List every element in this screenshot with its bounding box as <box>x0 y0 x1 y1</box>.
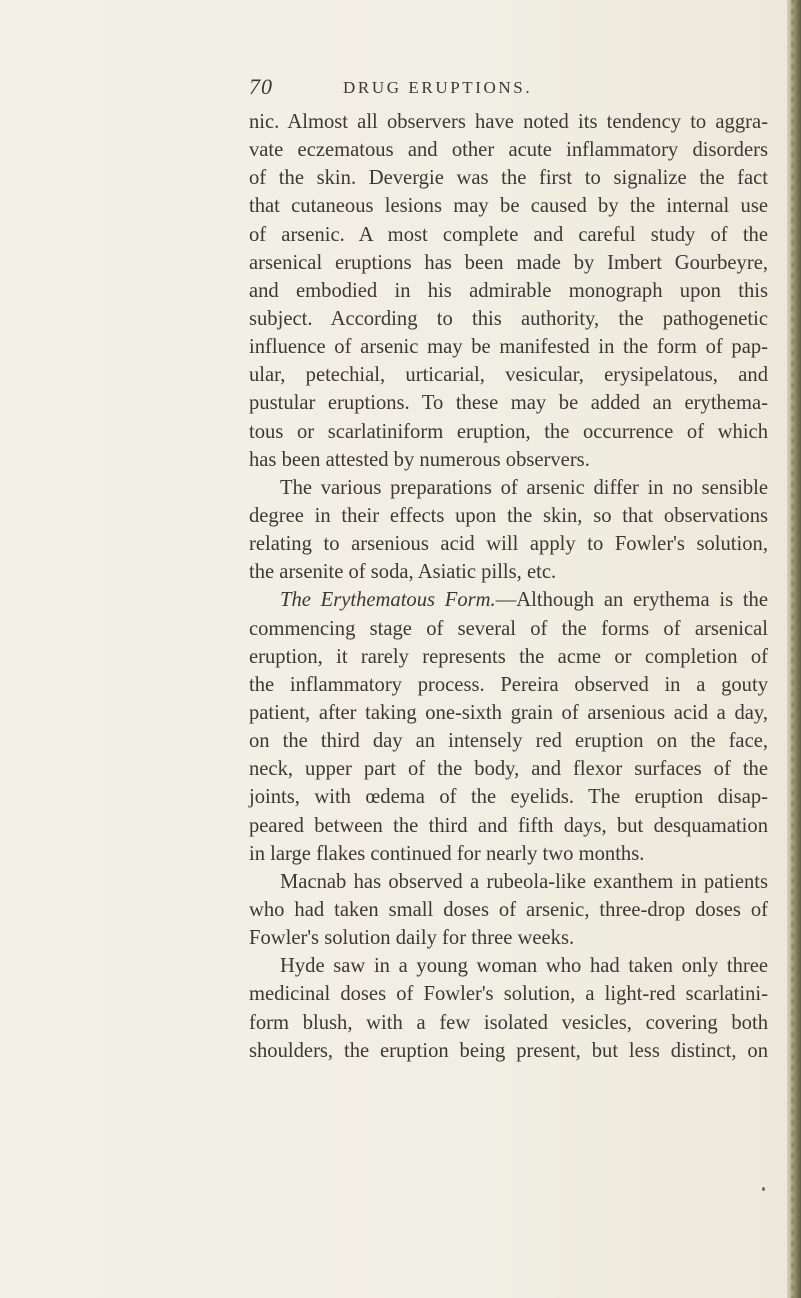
text-line: degree in their effects upon the skin, so that observations <box>249 504 768 527</box>
text-line: influence of arsenic may be manifested in the form of pap- <box>249 336 768 359</box>
text-line: of arsenic. A most complete and careful study of the <box>249 223 768 246</box>
text-line: commencing stage of several of the forms of arsenical <box>249 617 768 640</box>
paragraph-3 <box>249 586 768 867</box>
text-line: arsenical eruptions has been made by Imbert Gourbeyre, <box>249 251 768 274</box>
text-line: Hyde saw in a young woman who had taken only three <box>280 955 768 978</box>
text-line: that cutaneous lesions may be caused by the internal use <box>249 195 768 218</box>
text-line: eruption, it rarely represents the acme or completion of <box>249 645 768 668</box>
paragraph-2 <box>249 474 768 587</box>
paragraph-1 <box>249 108 768 474</box>
text-line: and embodied in his admirable monograph upon this <box>249 279 768 302</box>
text-line: nic. Almost all observers have noted its tendency to aggra- <box>249 111 768 133</box>
paragraph-5 <box>249 952 768 1065</box>
paper-speck <box>762 1187 765 1191</box>
text-line-rest: —Although an erythema is the <box>495 589 768 612</box>
text-line <box>249 586 768 614</box>
page-header <box>249 74 769 104</box>
text-line: tous or scarlatiniform eruption, the occurrence of which <box>249 420 768 443</box>
text-line: patient, after taking one-sixth grain of arsenious acid a day, <box>249 701 768 724</box>
text-line: vate eczematous and other acute inflammatory disorders <box>249 139 768 162</box>
text-line: Macnab has observed a rubeola-like exanthem in patients <box>280 870 768 893</box>
text-line: the arsenite of soda, Asiatic pills, etc. <box>249 561 557 584</box>
text-line: form blush, with a few isolated vesicles, covering both <box>249 1011 768 1034</box>
text-line: has been attested by numerous observers. <box>249 448 590 471</box>
text-line: ular, petechial, urticarial, vesicular, erysipelatous, and <box>249 364 768 387</box>
text-line: peared between the third and fifth days, but desquamation <box>249 814 768 837</box>
text-line: subject. According to this authority, the pathogenetic <box>249 307 768 330</box>
running-head: DRUG ERUPTIONS. <box>343 78 533 97</box>
section-heading: The Erythematous Form. <box>280 589 496 612</box>
text-line: relating to arsenious acid will apply to Fowler's solution, <box>249 533 768 556</box>
text-line: pustular eruptions. To these may be added an erythema- <box>249 392 768 415</box>
text-line: of the skin. Devergie was the first to signalize the fact <box>249 167 768 190</box>
text-line: shoulders, the eruption being present, but less distinct, on <box>249 1039 768 1062</box>
text-line: in large flakes continued for nearly two months. <box>249 842 645 865</box>
text-line: the inflammatory process. Pereira observed in a gouty <box>249 673 768 696</box>
text-line: neck, upper part of the body, and flexor surfaces of the <box>249 758 768 781</box>
text-line: Fowler's solution daily for three weeks. <box>249 927 575 950</box>
text-line: joints, with œdema of the eyelids. The eruption disap- <box>249 786 768 809</box>
page-number: 70 <box>249 74 273 99</box>
text-line: who had taken small doses of arsenic, three-drop doses of <box>249 898 768 921</box>
text-line: on the third day an intensely red eruption on the face, <box>249 730 768 753</box>
body-text <box>249 108 768 1065</box>
text-line: medicinal doses of Fowler's solution, a light-red scarlatini- <box>249 983 768 1006</box>
text-line: The various preparations of arsenic differ in no sensible <box>280 476 768 499</box>
page-edge <box>787 0 801 1298</box>
paragraph-4 <box>249 868 768 952</box>
